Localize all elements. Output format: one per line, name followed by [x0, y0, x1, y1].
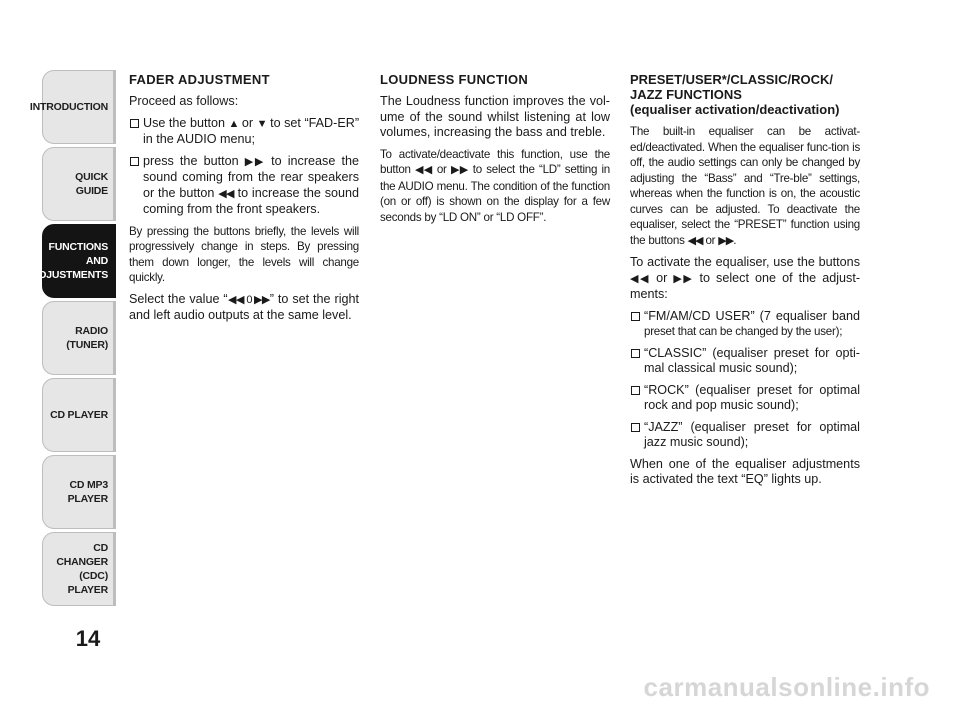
text: .	[733, 233, 737, 247]
list-item	[129, 154, 359, 218]
heading-line: PRESET/USER*/CLASSIC/ROCK/	[630, 72, 833, 87]
balance-value-icon: ◀◀ 0 ▶▶	[227, 293, 270, 306]
rewind-icon: ◀◀	[687, 234, 703, 247]
tab-label: QUICK GUIDE	[75, 171, 108, 197]
text: press the button	[143, 153, 245, 168]
rewind-icon: ◀◀	[630, 272, 651, 285]
paragraph: The Loudness function improves the vol-ume of the sound whilst listening at low volumes, increasing the bass and treble.	[380, 94, 610, 139]
section-heading	[630, 72, 860, 117]
text: to increase the sound coming from the front speakers.	[143, 185, 360, 216]
paragraph	[630, 255, 860, 303]
tab-label: CD CHANGER (CDC) PLAYER	[56, 542, 108, 596]
text: to set “FAD-ER” in the AUDIO menu;	[143, 115, 360, 146]
text: Use the button	[143, 115, 229, 130]
paragraph: By pressing the buttons briefly, the levels will progressively change in steps. By pressing them down longer, the levels will change quickly.	[129, 224, 359, 284]
text: or	[432, 163, 451, 176]
text: preset that can be changed by the user);	[644, 325, 843, 338]
list-item	[630, 309, 860, 340]
text: To activate the equaliser, use the buttons	[630, 255, 860, 269]
tab-label: CD MP3 PLAYER	[67, 479, 108, 505]
text: or	[650, 270, 674, 285]
rewind-icon: ◀◀	[218, 187, 234, 200]
tab-functions-and-adjustments[interactable]	[31, 224, 116, 298]
heading-line: JAZZ FUNCTIONS	[630, 87, 742, 102]
text: to increase the sound coming from the rear speakers or the button	[143, 153, 360, 200]
heading-line: (equaliser activation/deactivation)	[630, 102, 840, 117]
forward-icon: ▶▶	[450, 164, 469, 176]
text: To activate/deactivate this function, use the button	[380, 147, 610, 176]
paragraph	[630, 124, 860, 249]
forward-icon: ▶▶	[673, 272, 694, 285]
down-arrow-icon: ▼	[256, 117, 267, 130]
forward-icon: ▶▶	[244, 155, 265, 168]
tab-cd-changer-player[interactable]	[42, 532, 116, 606]
paragraph: Proceed as follows:	[129, 94, 239, 108]
list-item: “ROCK” (equaliser preset for optimal rock and pop music sound);	[630, 383, 860, 414]
text: Select the value “	[129, 291, 228, 306]
page-number: 14	[75, 626, 101, 651]
section-heading: FADER ADJUSTMENT	[129, 72, 270, 87]
tab-quick-guide[interactable]	[42, 147, 116, 221]
text: to select the “LD” setting in the AUDIO menu. The condition of the function (on or off) is shown on the display for a few seconds by “LD ON” or “LD OFF”.	[380, 163, 610, 224]
tab-cd-player[interactable]	[42, 378, 116, 452]
tab-introduction[interactable]	[29, 70, 116, 144]
text: to select one of the adjust-ments:	[630, 270, 861, 301]
text: The built-in equaliser can be activat-ed/deactivated. When the equaliser func-tion is off, the audio settings can only be changed by adjusting the “Bass” and “Tre-ble” settings, whereas when the function is on, the acoustic curves can be adjusted. To deactivate the equaliser, select the “PRESET” function using the buttons	[630, 125, 860, 247]
tab-label: INTRODUCTION	[29, 101, 108, 113]
loudness-section	[380, 72, 610, 231]
tab-radio-tuner[interactable]	[42, 301, 116, 375]
fader-section	[129, 72, 359, 330]
tab-label: FUNCTIONS AND ADJUSTMENTS	[31, 241, 108, 281]
list-item: “JAZZ” (equaliser preset for optimal jazz music sound);	[630, 420, 860, 451]
paragraph: When one of the equaliser adjustments is activated the text “EQ” lights up.	[630, 456, 860, 486]
rewind-icon: ◀◀	[415, 164, 433, 176]
paragraph	[129, 292, 359, 324]
chapter-tabs	[29, 70, 116, 609]
list-item	[129, 116, 359, 148]
equaliser-section	[630, 72, 860, 494]
text: or	[702, 233, 719, 247]
text: “FM/AM/CD USER” (7 equaliser band	[644, 308, 860, 323]
forward-icon: ▶▶	[718, 234, 734, 247]
list-item: “CLASSIC” (equaliser preset for opti-mal classical music sound);	[630, 346, 860, 377]
tab-cd-mp3-player[interactable]	[42, 455, 116, 529]
section-heading: LOUDNESS FUNCTION	[380, 72, 529, 87]
watermark: carmanualsonline.info	[643, 672, 930, 702]
paragraph	[380, 147, 610, 226]
up-arrow-icon: ▲	[228, 117, 239, 130]
text: ” to set the right and left audio outputs at the same level.	[129, 291, 359, 322]
text: or	[238, 115, 257, 130]
tab-label: RADIO (TUNER)	[66, 325, 108, 351]
tab-label: CD PLAYER	[50, 409, 108, 421]
